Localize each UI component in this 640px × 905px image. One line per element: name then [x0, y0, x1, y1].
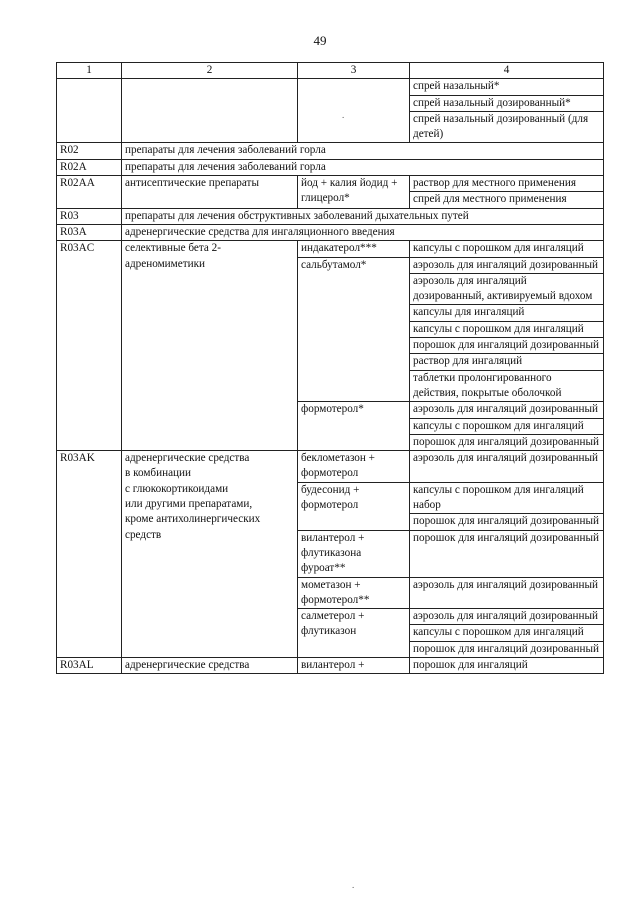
dosage-form: порошок для ингаляций — [410, 657, 604, 673]
drug-name: йод + калия йодид + глицерол* — [298, 176, 410, 209]
header-col-3: 3 — [298, 63, 410, 79]
group-name-line: в комбинации — [125, 467, 191, 480]
drug-name — [298, 530, 410, 577]
dosage-form: капсулы с порошком для ингаляций — [410, 321, 604, 337]
drug-name: формотерол* — [298, 402, 410, 451]
header-col-4: 4 — [410, 63, 604, 79]
dosage-form: спрей для местного применения — [410, 192, 604, 208]
table-row — [57, 176, 604, 192]
group-name: антисептические препараты — [122, 176, 298, 209]
group-name-line: или другими препаратами, — [125, 498, 253, 511]
atc-code: R02 — [57, 143, 122, 159]
dosage-form: порошок для ингаляций дозированный — [410, 514, 604, 530]
table-row — [57, 143, 604, 159]
dosage-form: таблетки пролонгированного действия, покрытые оболочкой — [410, 370, 604, 402]
table-row — [57, 208, 604, 224]
group-name: адренергические средства — [122, 657, 298, 673]
group-name: препараты для лечения заболеваний горла — [122, 143, 604, 159]
dosage-form: капсулы с порошком для ингаляций — [410, 625, 604, 641]
drug-name-line: вилантерол + — [301, 531, 365, 544]
dosage-form: капсулы для ингаляций — [410, 305, 604, 321]
dosage-form: порошок для ингаляций дозированный — [410, 641, 604, 657]
drug-name-line: беклометазон + — [301, 452, 375, 465]
atc-code: R02AA — [57, 176, 122, 209]
drug-name: вилантерол + — [298, 657, 410, 673]
drug-name-line: флутиказона — [301, 546, 362, 559]
atc-code: R03AK — [57, 451, 122, 658]
drug-name-line: будесонид + — [301, 483, 360, 496]
empty-cell — [122, 79, 298, 143]
drug-name-line: формотерол — [301, 499, 359, 512]
group-name-line: кроме антихолинергических — [125, 513, 261, 526]
empty-cell — [57, 79, 122, 143]
drug-table — [56, 62, 604, 674]
scan-mark: . — [342, 110, 345, 120]
drug-name-line: флутиказон — [301, 625, 357, 638]
atc-code: R03A — [57, 224, 122, 240]
dosage-form: спрей назальный дозированный* — [410, 95, 604, 111]
group-name — [122, 451, 298, 658]
drug-name-line: формотерол — [301, 467, 359, 480]
dosage-form: аэрозоль для ингаляций дозированный — [410, 451, 604, 483]
group-name: адренергические средства для ингаляционного введения — [122, 224, 604, 240]
page-number: 49 — [313, 33, 327, 48]
header-col-2: 2 — [122, 63, 298, 79]
group-name: препараты для лечения обструктивных заболеваний дыхательных путей — [122, 208, 604, 224]
header-col-1: 1 — [57, 63, 122, 79]
drug-name: индакатерол*** — [298, 241, 410, 257]
dosage-form: капсулы с порошком для ингаляций набор — [410, 482, 604, 514]
dosage-form: порошок для ингаляций дозированный — [410, 338, 604, 354]
dosage-form: спрей назальный* — [410, 79, 604, 95]
group-name-line: средств — [125, 528, 162, 541]
group-name: препараты для лечения заболеваний горла — [122, 159, 604, 175]
atc-code: R03 — [57, 208, 122, 224]
table-row — [57, 657, 604, 673]
scan-mark: . — [352, 880, 355, 890]
dosage-form: аэрозоль для ингаляций дозированный — [410, 257, 604, 273]
dosage-form: раствор для ингаляций — [410, 354, 604, 370]
header-row — [57, 63, 604, 79]
table-row — [57, 451, 604, 483]
dosage-form: порошок для ингаляций дозированный — [410, 530, 604, 577]
dosage-form: аэрозоль для ингаляций дозированный — [410, 609, 604, 625]
table-row — [57, 241, 604, 257]
drug-name-line: салметерол + — [301, 610, 365, 623]
dosage-form: порошок для ингаляций дозированный — [410, 434, 604, 450]
atc-code: R03AC — [57, 241, 122, 451]
empty-cell — [298, 79, 410, 143]
drug-name-line: фуроат** — [301, 562, 346, 575]
group-name-line: с глюкокортикоидами — [125, 482, 229, 495]
dosage-form: раствор для местного применения — [410, 176, 604, 192]
group-name: селективные бета 2-адреномиметики — [122, 241, 298, 451]
drug-name — [298, 577, 410, 609]
atc-code: R03AL — [57, 657, 122, 673]
drug-name — [298, 609, 410, 658]
drug-name — [298, 482, 410, 530]
table-row — [57, 79, 604, 95]
dosage-form: спрей назальный дозированный (для детей) — [410, 111, 604, 143]
dosage-form: капсулы с порошком для ингаляций — [410, 241, 604, 257]
dosage-form: аэрозоль для ингаляций дозированный — [410, 402, 604, 418]
dosage-form: капсулы с порошком для ингаляций — [410, 418, 604, 434]
table-row — [57, 159, 604, 175]
atc-code: R02A — [57, 159, 122, 175]
drug-name-line: мометазон + — [301, 578, 361, 591]
table-row — [57, 224, 604, 240]
dosage-form: аэрозоль для ингаляций дозированный — [410, 577, 604, 609]
group-name-line: адренергические средства — [125, 452, 250, 465]
dosage-form: аэрозоль для ингаляций дозированный, активируемый вдохом — [410, 273, 604, 305]
drug-name-line: формотерол** — [301, 593, 370, 606]
drug-name: сальбутамол* — [298, 257, 410, 402]
drug-name — [298, 451, 410, 483]
